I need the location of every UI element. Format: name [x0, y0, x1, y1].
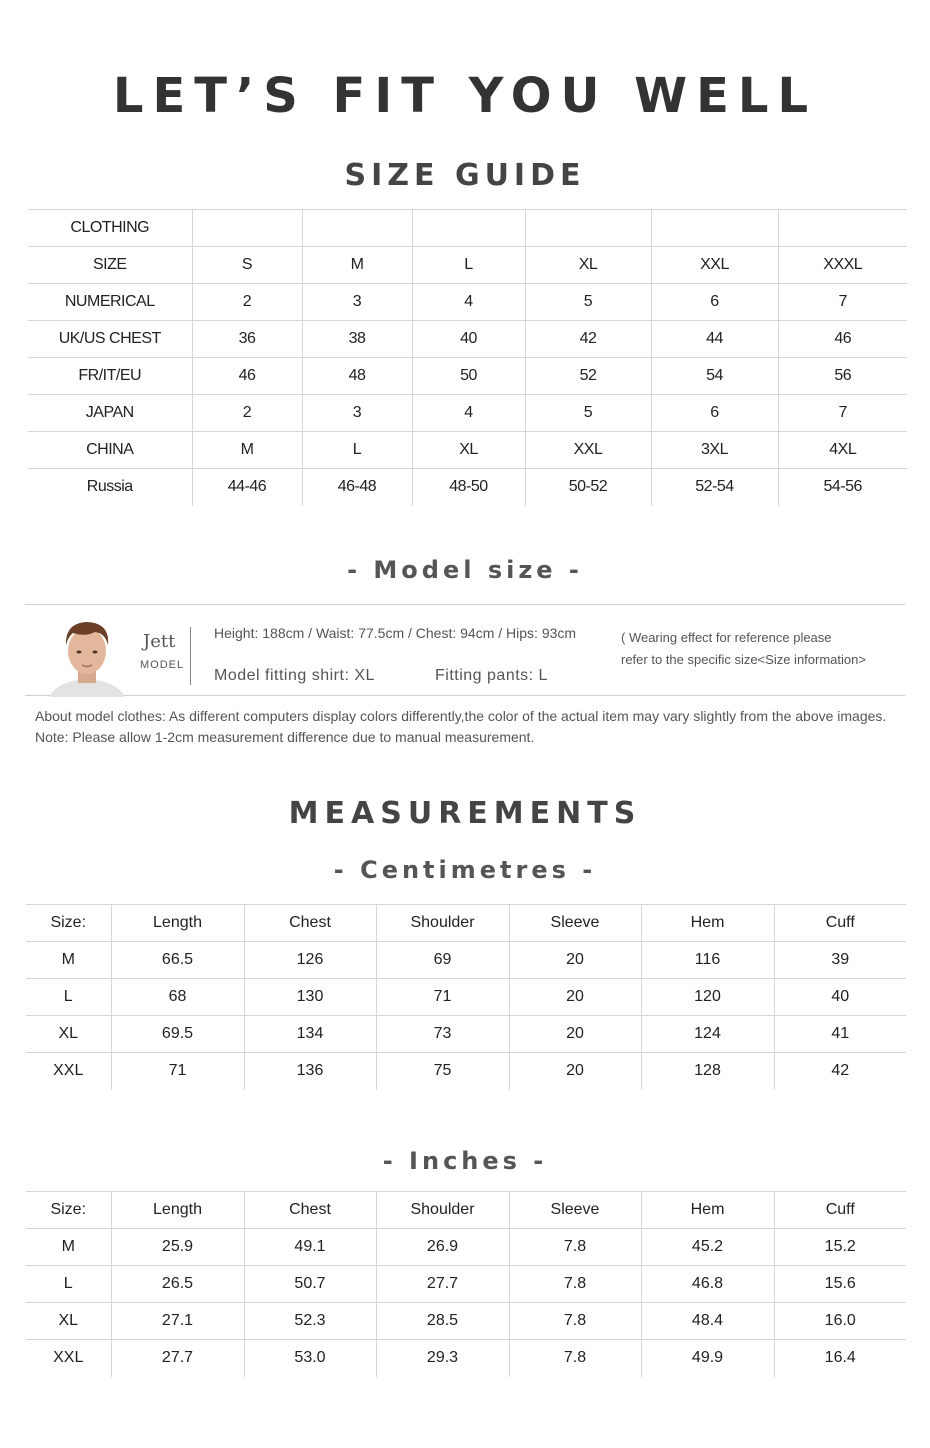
model-fitting-pants: Fitting pants: L — [435, 667, 548, 684]
table-cell: 45.2 — [641, 1229, 774, 1266]
column-header: Size: — [26, 905, 111, 942]
table-cell: 49.9 — [641, 1340, 774, 1377]
table-cell: 46 — [192, 358, 302, 395]
table-cell: XL — [412, 432, 525, 469]
column-header: Chest — [244, 905, 376, 942]
table-cell: 20 — [509, 1016, 641, 1053]
table-cell: 20 — [509, 1053, 641, 1090]
size-cell: XL — [26, 1016, 111, 1053]
column-header: Shoulder — [376, 1192, 509, 1229]
size-cell: L — [26, 1266, 111, 1303]
size-cell: XL — [26, 1303, 111, 1340]
table-cell: 44-46 — [192, 469, 302, 506]
column-header: Sleeve — [509, 1192, 641, 1229]
model-measurements: Height: 188cm / Waist: 77.5cm / Chest: 94cm / Hips: 93cm — [214, 625, 577, 641]
column-header: Cuff — [774, 905, 906, 942]
table-cell: 46 — [778, 321, 907, 358]
table-cell: 7.8 — [509, 1340, 641, 1377]
table-cell: 75 — [376, 1053, 509, 1090]
table-cell: 71 — [111, 1053, 244, 1090]
model-name: Jett — [143, 631, 176, 652]
column-header: Sleeve — [509, 905, 641, 942]
size-cell: XXL — [26, 1340, 111, 1377]
table-cell: 120 — [641, 979, 774, 1016]
model-divider — [190, 627, 191, 685]
table-cell: 7.8 — [509, 1229, 641, 1266]
table-cell: 7 — [778, 284, 907, 321]
row-label-cell: NUMERICAL — [28, 284, 192, 321]
table-row — [28, 358, 907, 395]
table-cell: 2 — [192, 395, 302, 432]
table-cell: 20 — [509, 979, 641, 1016]
table-cell: 16.0 — [774, 1303, 906, 1340]
table-cell: 36 — [192, 321, 302, 358]
table-cell: 48.4 — [641, 1303, 774, 1340]
table-row — [26, 1303, 906, 1340]
table-cell: 20 — [509, 942, 641, 979]
row-label-cell: FR/IT/EU — [28, 358, 192, 395]
table-cell: XXL — [525, 432, 651, 469]
about-model-clothes — [35, 706, 915, 748]
table-cell: 134 — [244, 1016, 376, 1053]
table-cell: 7.8 — [509, 1266, 641, 1303]
table-cell: 66.5 — [111, 942, 244, 979]
table-row — [28, 395, 907, 432]
table-cell: 128 — [641, 1053, 774, 1090]
table-cell: 40 — [774, 979, 906, 1016]
table-cell: 39 — [774, 942, 906, 979]
size-cell: M — [26, 1229, 111, 1266]
table-cell — [192, 210, 302, 247]
table-cell: M — [192, 432, 302, 469]
table-cell: 15.6 — [774, 1266, 906, 1303]
table-cell: 26.5 — [111, 1266, 244, 1303]
table-cell: 50.7 — [244, 1266, 376, 1303]
table-cell: 41 — [774, 1016, 906, 1053]
table-cell — [778, 210, 907, 247]
table-row — [26, 979, 906, 1016]
table-row — [26, 942, 906, 979]
column-header: Length — [111, 1192, 244, 1229]
size-cell: M — [26, 942, 111, 979]
table-cell: 16.4 — [774, 1340, 906, 1377]
table-row — [28, 284, 907, 321]
table-cell: 6 — [651, 284, 778, 321]
table-cell: 54 — [651, 358, 778, 395]
table-cell: 26.9 — [376, 1229, 509, 1266]
about-line: About model clothes: As different computers display colors differently,the color of the actual item may vary slightly from the above images. — [35, 708, 887, 724]
table-cell: 4XL — [778, 432, 907, 469]
table-row — [26, 1016, 906, 1053]
centimetres-table — [26, 904, 906, 1090]
table-cell: 52.3 — [244, 1303, 376, 1340]
table-row — [28, 321, 907, 358]
row-label-cell: CHINA — [28, 432, 192, 469]
table-cell — [651, 210, 778, 247]
column-header: Shoulder — [376, 905, 509, 942]
table-row — [26, 1053, 906, 1090]
model-fitting-shirt: Model fitting shirt: XL — [214, 667, 375, 684]
table-cell: 126 — [244, 942, 376, 979]
column-header: Length — [111, 905, 244, 942]
table-cell: 7 — [778, 395, 907, 432]
row-label-cell: SIZE — [28, 247, 192, 284]
table-header-row — [26, 1192, 906, 1229]
table-cell: 73 — [376, 1016, 509, 1053]
table-cell: 29.3 — [376, 1340, 509, 1377]
table-cell: 44 — [651, 321, 778, 358]
table-cell: L — [302, 432, 412, 469]
table-cell: 48 — [302, 358, 412, 395]
table-cell: 6 — [651, 395, 778, 432]
column-header: Chest — [244, 1192, 376, 1229]
table-cell: XXL — [651, 247, 778, 284]
table-cell: XL — [525, 247, 651, 284]
about-line: Note: Please allow 1-2cm measurement difference due to manual measurement. — [35, 729, 535, 745]
table-header-row — [26, 905, 906, 942]
table-cell: 52-54 — [651, 469, 778, 506]
table-row — [28, 247, 907, 284]
model-tag: MODEL — [140, 659, 185, 671]
table-cell: 3 — [302, 284, 412, 321]
table-cell: 49.1 — [244, 1229, 376, 1266]
table-cell: 25.9 — [111, 1229, 244, 1266]
table-cell: 42 — [774, 1053, 906, 1090]
table-cell: 136 — [244, 1053, 376, 1090]
column-header: Size: — [26, 1192, 111, 1229]
table-cell: S — [192, 247, 302, 284]
table-cell: 54-56 — [778, 469, 907, 506]
row-label-cell: JAPAN — [28, 395, 192, 432]
row-label-cell: UK/US CHEST — [28, 321, 192, 358]
table-row — [28, 469, 907, 506]
table-cell: 7.8 — [509, 1303, 641, 1340]
model-photo — [47, 615, 127, 697]
table-row — [26, 1266, 906, 1303]
table-cell: 42 — [525, 321, 651, 358]
inches-table — [26, 1191, 906, 1377]
page-title: LET’S FIT YOU WELL — [112, 68, 818, 124]
measurements-title: MEASUREMENTS — [288, 796, 642, 831]
note-line: ( Wearing effect for reference please — [621, 630, 832, 645]
size-guide-table — [28, 209, 907, 506]
table-cell: 50-52 — [525, 469, 651, 506]
table-cell: 48-50 — [412, 469, 525, 506]
inches-heading: - Inches - — [382, 1147, 548, 1175]
table-cell: M — [302, 247, 412, 284]
table-cell: 4 — [412, 395, 525, 432]
table-cell: 53.0 — [244, 1340, 376, 1377]
table-cell: 27.7 — [376, 1266, 509, 1303]
column-header: Hem — [641, 1192, 774, 1229]
table-cell: 27.1 — [111, 1303, 244, 1340]
model-info-panel — [25, 604, 905, 696]
table-cell: 71 — [376, 979, 509, 1016]
table-cell: XXXL — [778, 247, 907, 284]
table-cell: 46.8 — [641, 1266, 774, 1303]
model-reference-note — [621, 627, 901, 671]
table-cell: 3 — [302, 395, 412, 432]
size-guide-title: SIZE GUIDE — [344, 158, 586, 193]
centimetres-heading: - Centimetres - — [333, 856, 597, 884]
table-cell — [412, 210, 525, 247]
table-cell: 69 — [376, 942, 509, 979]
table-cell: 27.7 — [111, 1340, 244, 1377]
table-cell: 50 — [412, 358, 525, 395]
table-cell: 40 — [412, 321, 525, 358]
row-label-cell: Russia — [28, 469, 192, 506]
table-cell: 56 — [778, 358, 907, 395]
table-cell: 5 — [525, 284, 651, 321]
table-cell — [525, 210, 651, 247]
column-header: Cuff — [774, 1192, 906, 1229]
table-cell: 28.5 — [376, 1303, 509, 1340]
table-cell: 3XL — [651, 432, 778, 469]
table-cell: 5 — [525, 395, 651, 432]
table-cell: 52 — [525, 358, 651, 395]
table-cell: 124 — [641, 1016, 774, 1053]
table-row — [28, 210, 907, 247]
row-label-cell: CLOTHING — [28, 210, 192, 247]
model-size-heading: - Model size - — [347, 556, 583, 584]
table-cell: 15.2 — [774, 1229, 906, 1266]
table-cell: 68 — [111, 979, 244, 1016]
table-row — [26, 1229, 906, 1266]
table-cell: 69.5 — [111, 1016, 244, 1053]
size-cell: XXL — [26, 1053, 111, 1090]
table-cell: 4 — [412, 284, 525, 321]
table-row — [26, 1340, 906, 1377]
table-cell: 2 — [192, 284, 302, 321]
table-cell: 46-48 — [302, 469, 412, 506]
table-cell: L — [412, 247, 525, 284]
table-cell: 130 — [244, 979, 376, 1016]
table-cell: 116 — [641, 942, 774, 979]
table-cell: 38 — [302, 321, 412, 358]
column-header: Hem — [641, 905, 774, 942]
table-row — [28, 432, 907, 469]
note-line: refer to the specific size<Size information> — [621, 652, 866, 667]
size-cell: L — [26, 979, 111, 1016]
table-cell — [302, 210, 412, 247]
